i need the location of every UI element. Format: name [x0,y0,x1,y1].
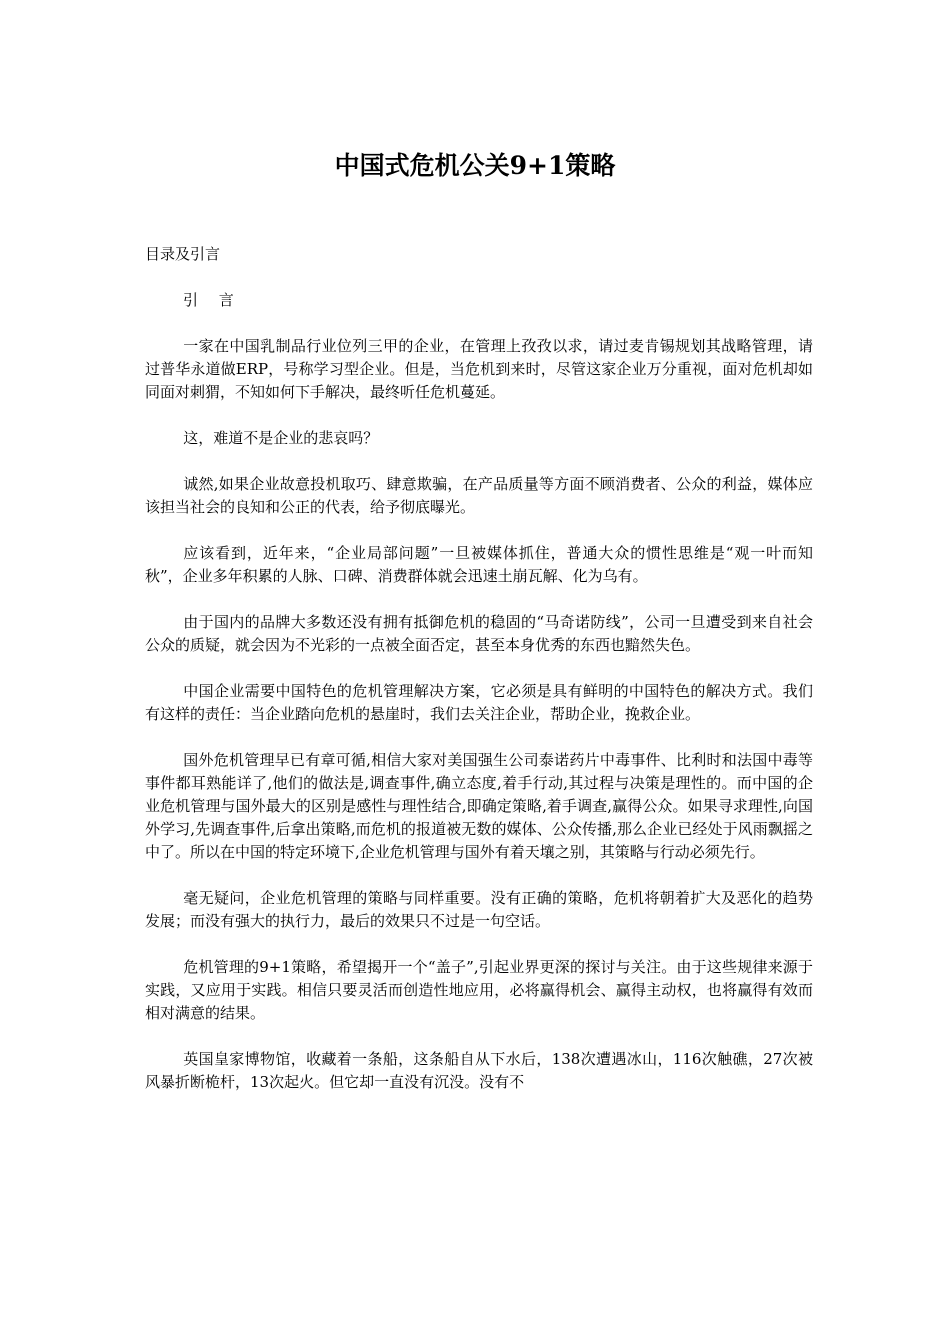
paragraph-6: 中国企业需要中国特色的危机管理解决方案，它必须是具有鲜明的中国特色的解决方式。我们有这样的责任：当企业踏向危机的悬崖时，我们去关注企业，帮助企业，挽救企业。 [145,682,813,723]
document-title: 中国式危机公关9+1策略 [334,151,616,180]
document-body [145,243,813,1117]
toc-heading: 目录及引言 [145,245,221,263]
intro-heading: 引 言 [183,291,242,309]
paragraph-4: 应该看到，近年来，“企业局部问题”一旦被媒体抓住，普通大众的惯性思维是“观一叶而知秋”，企业多年积累的人脉、口碑、消费群体就会迅速土崩瓦解、化为乌有。 [145,544,813,585]
paragraph-10: 英国皇家博物馆，收藏着一条船，这条船自从下水后，138次遭遇冰山，116次触礁，27次被风暴折断桅杆，13次起火。但它却一直没有沉没。没有不 [145,1050,813,1091]
paragraph-7: 国外危机管理早已有章可循,相信大家对美国强生公司泰诺药片中毒事件、比利时和法国中毒等事件都耳熟能详了,他们的做法是,调查事件,确立态度,着手行动,其过程与决策是理性的。而中国的企业危机管理与国外最大的区别是感性与理性结合,即确定策略,着手调查,赢得公众。如果寻求理性,向国外学习,先调查事件,后拿出策略,而危机的报道被无数的媒体、公众传播,那么企业已经处于风雨飘摇之中了。所以在中国的特定环境下,企业危机管理与国外有着天壤之别，其策略与行动必须先行。 [145,751,813,861]
paragraph-8: 毫无疑问，企业危机管理的策略与同样重要。没有正确的策略，危机将朝着扩大及恶化的趋势发展；而没有强大的执行力，最后的效果只不过是一句空话。 [145,889,813,930]
paragraph-2: 这，难道不是企业的悲哀吗？ [183,429,379,447]
paragraph-3: 诚然,如果企业故意投机取巧、肆意欺骗，在产品质量等方面不顾消费者、公众的利益，媒体应该担当社会的良知和公正的代表，给予彻底曝光。 [145,475,813,516]
paragraph-5: 由于国内的品牌大多数还没有拥有抵御危机的稳固的“马奇诺防线”，公司一旦遭受到来自社会公众的质疑，就会因为不光彩的一点被全面否定，甚至本身优秀的东西也黯然失色。 [145,613,813,654]
paragraph-1: 一家在中国乳制品行业位列三甲的企业，在管理上孜孜以求，请过麦肯锡规划其战略管理，请过普华永道做ERP，号称学习型企业。但是，当危机到来时，尽管这家企业万分重视，面对危机却如同面对刺猬，不知如何下手解决，最终听任危机蔓延。 [145,337,813,401]
paragraph-9: 危机管理的9+1策略，希望揭开一个“盖子”,引起业界更深的探讨与关注。由于这些规律来源于实践，又应用于实践。相信只要灵活而创造性地应用，必将赢得机会、赢得主动权，也将赢得有效而相对满意的结果。 [145,958,813,1022]
